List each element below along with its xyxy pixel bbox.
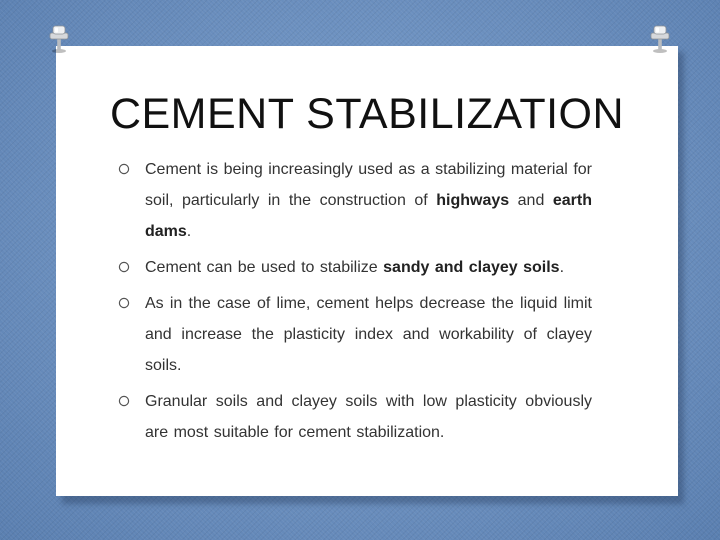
bullet-item (118, 252, 592, 283)
pushpin-icon (45, 24, 73, 54)
bullet-item (118, 288, 592, 381)
bullet-text: Cement is being increasingly used as a stabilizing material for soil, particularly in the construction of highways and earth dams. (145, 161, 592, 240)
bullet-item (118, 386, 592, 448)
slide-card (56, 46, 678, 496)
hollow-circle-icon (118, 261, 130, 273)
bullet-list (118, 154, 592, 453)
bullet-item (118, 154, 592, 247)
hollow-circle-icon (118, 297, 130, 309)
slide-title: CEMENT STABILIZATION (109, 90, 625, 138)
bullet-text: As in the case of lime, cement helps decrease the liquid limit and increase the plasticity index and workability of clayey soils. (145, 295, 592, 374)
bullet-text: Cement can be used to stabilize sandy and clayey soils. (145, 259, 565, 276)
hollow-circle-icon (118, 395, 130, 407)
hollow-circle-icon (118, 163, 130, 175)
bullet-text: Granular soils and clayey soils with low plasticity obviously are most suitable for cement stabilization. (145, 393, 592, 441)
pushpin-icon (646, 24, 674, 54)
